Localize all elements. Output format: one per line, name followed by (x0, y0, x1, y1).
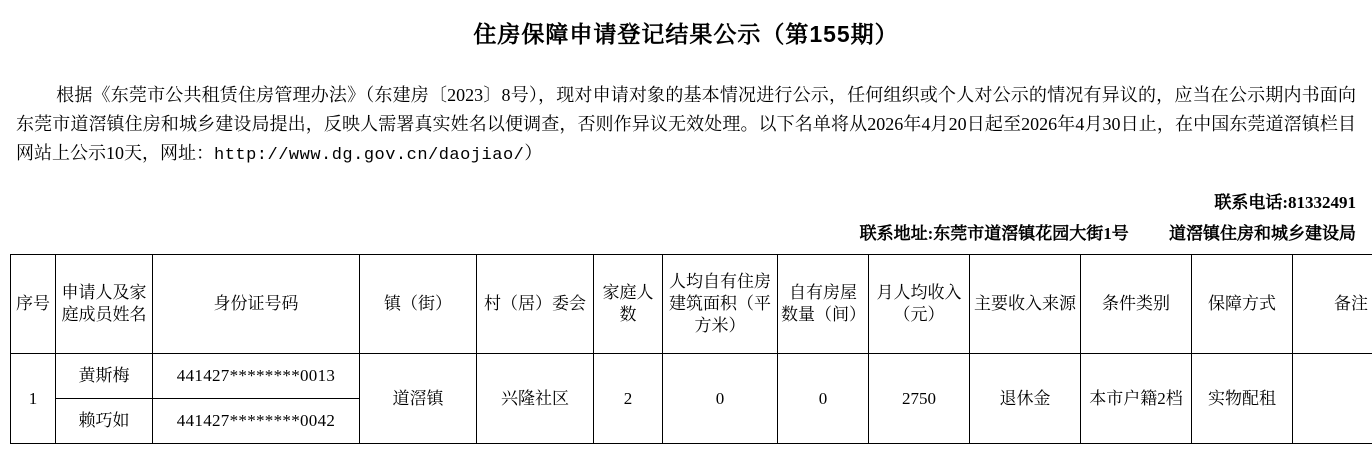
header-name: 申请人及家庭成员姓名 (56, 255, 153, 354)
header-remark: 备注 (1293, 255, 1372, 354)
table-row (11, 354, 1372, 399)
header-category: 条件类别 (1081, 255, 1192, 354)
header-income-source: 主要收入来源 (970, 255, 1081, 354)
cell-member-id: 441427********0013 (153, 354, 360, 399)
cell-condition-category: 本市户籍2档 (1081, 354, 1192, 444)
notice-paragraph (10, 81, 1362, 170)
cell-house-rooms: 0 (778, 354, 869, 444)
cell-per-capita-area: 0 (663, 354, 778, 444)
header-income: 月人均收入（元） (869, 255, 970, 354)
header-village: 村（居）委会 (477, 255, 594, 354)
header-method: 保障方式 (1192, 255, 1293, 354)
header-town: 镇（街） (360, 255, 477, 354)
cell-monthly-income: 2750 (869, 354, 970, 444)
contact-address: 联系地址:东莞市道滘镇花园大街1号 (860, 224, 1129, 243)
cell-income-source: 退休金 (970, 354, 1081, 444)
contact-phone: 联系电话:81332491 (10, 188, 1362, 213)
cell-town: 道滘镇 (360, 354, 477, 444)
page-title: 住房保障申请登记结果公示（第155期） (10, 16, 1362, 49)
cell-member-name: 赖巧如 (56, 399, 153, 444)
registration-result-table (10, 254, 1372, 444)
cell-guarantee-method: 实物配租 (1192, 354, 1293, 444)
cell-remark (1293, 354, 1372, 444)
cell-seq: 1 (11, 354, 56, 444)
header-seq: 序号 (11, 255, 56, 354)
header-rooms: 自有房屋数量（间） (778, 255, 869, 354)
header-area: 人均自有住房建筑面积（平方米） (663, 255, 778, 354)
issuing-department: 道滘镇住房和城乡建设局 (1169, 219, 1356, 244)
contact-address-line (10, 219, 1362, 244)
cell-village: 兴隆社区 (477, 354, 594, 444)
cell-member-name: 黄斯梅 (56, 354, 153, 399)
header-family-count: 家庭人数 (594, 255, 663, 354)
notice-paragraph-suffix: ） (524, 143, 542, 163)
header-id: 身份证号码 (153, 255, 360, 354)
cell-member-id: 441427********0042 (153, 399, 360, 444)
notice-url: http://www.dg.gov.cn/daojiao/ (214, 146, 524, 165)
cell-family-count: 2 (594, 354, 663, 444)
public-notice-page (0, 16, 1372, 469)
notice-paragraph-text: 根据《东莞市公共租赁住房管理办法》（东建房〔2023〕8号），现对申请对象的基本情况进行公示，任何组织或个人对公示的情况有异议的，应当在公示期内书面向东莞市道滘镇住房和城乡建设局提出，反映人需署真实姓名以便调查，否则作异议无效处理。以下名单将从2026年4月20日起至2026年4月30日止，在中国东莞道滘镇栏目网站上公示10天，网址： (16, 85, 1356, 163)
